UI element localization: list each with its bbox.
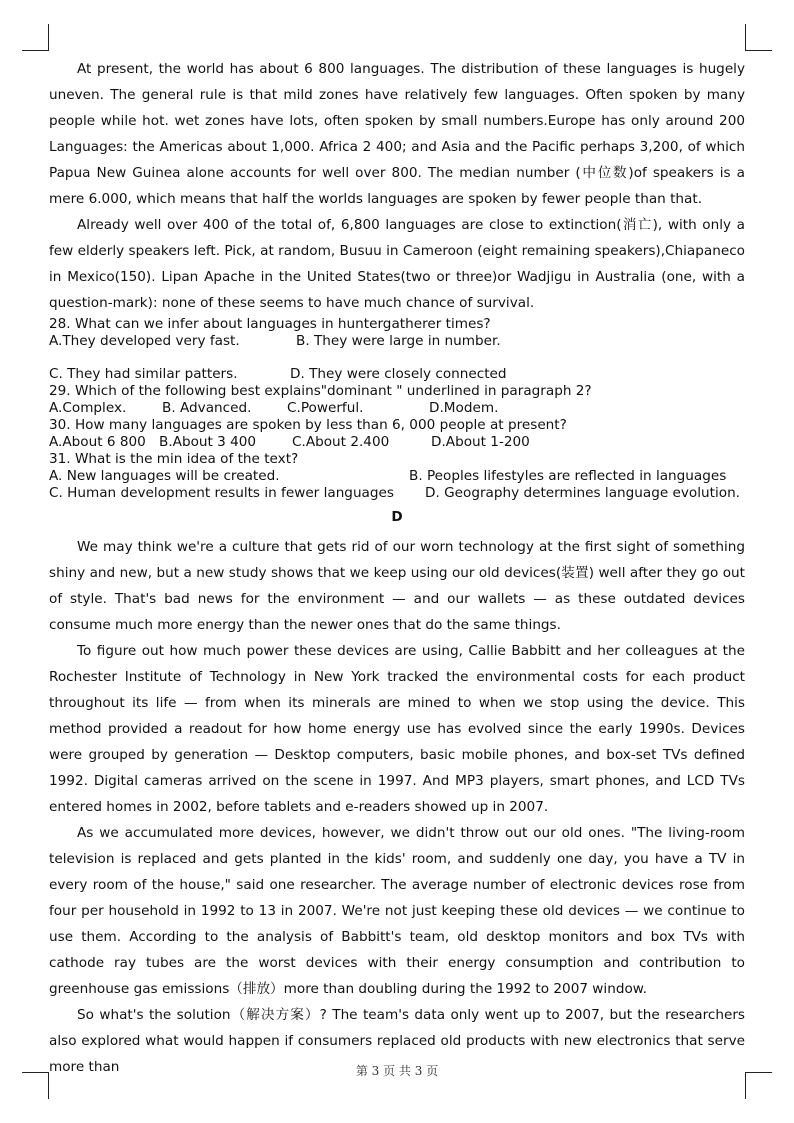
options-row — [49, 333, 745, 350]
option-d: D.Modem. — [429, 400, 499, 416]
paragraph: We may think we're a culture that gets rid of our worn technology at the first sight of something shiny and new, but a new study shows that we keep using our old devices(装置) well after they go out of style. That's bad news for the environment — and our wallets — as these outdated devices consume much more energy than the newer ones that do the same things. — [49, 539, 745, 633]
option-b: B. Peoples lifestyles are reflected in languages — [409, 468, 727, 484]
paragraph: To figure out how much power these devices are using, Callie Babbitt and her colleagues at the Rochester Institute of Technology in New York tracked the environmental costs for each product throughout its life — from when its minerals are mined to when we stop using the device. This method provided a readout for how home energy use has evolved since the early 1990s. Devices were grouped by generation — Desktop computers, basic mobile phones, and box-set TVs defined 1992. Digital cameras arrived on the scene in 1997. And MP3 players, smart phones, and LCD TVs entered homes in 2002, before tablets and e-readers showed up in 2007. — [49, 643, 745, 815]
option-c: C. They had similar patters. — [49, 366, 238, 382]
crop-mark-top-left — [22, 24, 49, 51]
question-stem: 31. What is the min idea of the text? — [49, 451, 299, 467]
options-row — [49, 485, 745, 502]
option-c: C.Powerful. — [287, 400, 364, 416]
paragraph: Already well over 400 of the total of, 6,800 languages are close to extinction(消亡), with only a few elderly speakers left. Pick, at random, Busuu in Cameroon (eight remaining speakers),Chiapaneco in Mexico(150). Lipan Apache in the United States(two or three)or Wadjigu in Australia (one, with a question-mark): none of these seems to have much chance of survival. — [49, 217, 745, 311]
option-d: D. They were closely connected — [290, 366, 507, 382]
question-stem: 28. What can we infer about languages in huntergatherer times? — [49, 316, 491, 332]
option-b: B. They were large in number. — [296, 333, 501, 349]
question-stem: 29. Which of the following best explains"dominant " underlined in paragraph 2? — [49, 383, 592, 399]
option-c: C.About 2.400 — [292, 434, 390, 450]
paragraph: As we accumulated more devices, however, we didn't throw out our old ones. "The living-room television is replaced and gets planted in the kids' room, and suddenly one day, you have a TV in every room of the house," said one researcher. The average number of electronic devices rose from four per household in 1992 to 13 in 2007. We're not just keeping these old devices — we continue to use them. According to the analysis of Babbitt's team, old desktop monitors and box TVs with cathode ray tubes are the worst devices with their energy consumption and contribution to greenhouse gas emissions（排放）more than doubling during the 1992 to 2007 window. — [49, 825, 745, 997]
options-row — [49, 400, 745, 417]
question-31 — [49, 451, 745, 502]
paragraph: At present, the world has about 6 800 languages. The distribution of these languages is hugely uneven. The general rule is that mild zones have relatively few languages. Often spoken by many people while hot. wet zones have lots, often spoken by small numbers.Europe has only around 200 Languages: the Americas about 1,000. Africa 2 400; and Asia and the Pacific perhaps 3,200, of which Papua New Guinea alone accounts for well over 800. The median number (中位数)of speakers is a mere 6.000, which means that half the worlds languages are spoken by fewer people than that. — [49, 61, 745, 207]
option-b: B. Advanced. — [162, 400, 252, 416]
option-d: D. Geography determines language evolution. — [425, 485, 741, 501]
section-heading: D — [391, 509, 403, 525]
option-d: D.About 1-200 — [431, 434, 530, 450]
option-b: B.About 3 400 — [159, 434, 257, 450]
options-row — [49, 434, 745, 451]
question-30 — [49, 417, 745, 451]
options-row — [49, 468, 745, 485]
options-row — [49, 366, 745, 383]
option-a: A.Complex. — [49, 400, 127, 416]
option-c: C. Human development results in fewer languages — [49, 485, 394, 501]
question-stem: 30. How many languages are spoken by less than 6, 000 people at present? — [49, 417, 567, 433]
page-content — [49, 56, 745, 1080]
paragraph: So what's the solution（解决方案）? The team's data only went up to 2007, but the researchers also explored what would happen if consumers replaced old products with new electronics that serve more than — [49, 1007, 745, 1075]
crop-mark-top-right — [745, 24, 772, 51]
option-a: A.They developed very fast. — [49, 333, 240, 349]
option-a: A. New languages will be created. — [49, 468, 280, 484]
question-28 — [49, 316, 745, 383]
option-a: A.About 6 800 — [49, 434, 146, 450]
question-29 — [49, 383, 745, 417]
page-footer: 第 3 页 共 3 页 — [355, 1064, 439, 1078]
